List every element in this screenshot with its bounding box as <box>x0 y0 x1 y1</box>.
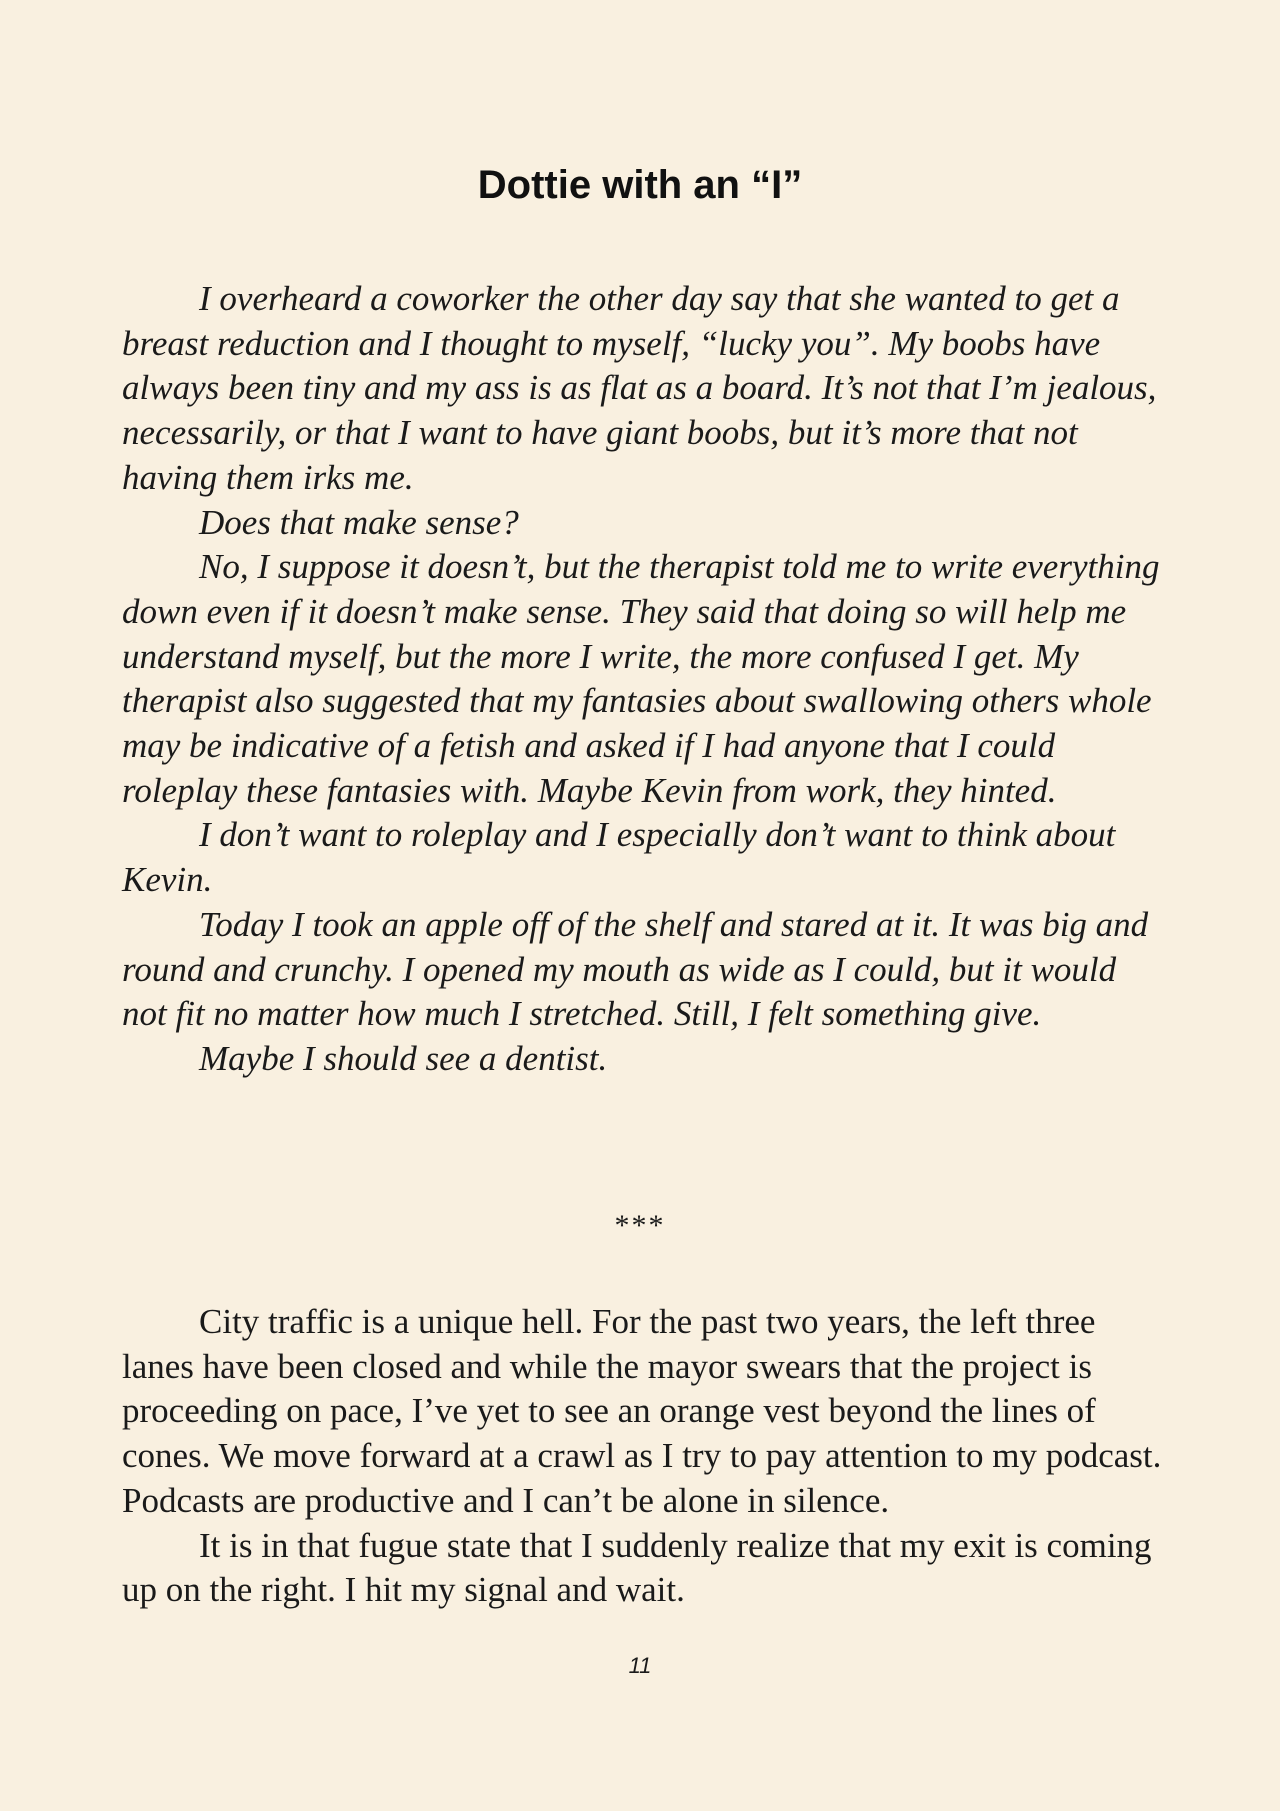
paragraph: No, I suppose it doesn’t, but the therapist told me to write everything down even if it doesn’t make sense. They said that doing so will help me understand myself, but the more I write, the more confused I get. My therapist also suggested that my fantasies about swallowing others whole may be indicative of a fetish and asked if I had anyone that I could roleplay these fantasies with. Maybe Kevin from work, they hinted. <box>122 547 1160 810</box>
paragraph: It is in that fugue state that I suddenly realize that my exit is coming up on the right. I hit my signal and wait. <box>122 1525 1152 1610</box>
chapter-title: Dottie with an “I” <box>477 163 803 207</box>
paragraph: I don’t want to roleplay and I especially don’t want to think about Kevin. <box>122 815 1116 900</box>
paragraph: Maybe I should see a dentist. <box>199 1038 608 1078</box>
paragraph: I overheard a coworker the other day say that she wanted to get a breast reduction and I thought to myself, “lucky you”. My boobs have always been tiny and my ass is as flat as a board. It’s not that I’m jealous, necessarily, or that I want to have giant boobs, but it’s more that not having them irks me. <box>122 279 1157 497</box>
paragraph: City traffic is a unique hell. For the past two years, the left three lanes have been closed and while the mayor swears that the project is proceeding on pace, I’ve yet to see an orange vest beyond the lines of cones. We move forward at a crawl as I try to pay attention to my podcast. Podcasts are productive and I can’t be alone in silence. <box>122 1302 1162 1520</box>
narrative-section <box>122 1300 1162 1613</box>
paragraph: Does that make sense? <box>199 502 519 542</box>
journal-section <box>122 277 1162 1082</box>
section-separator: *** <box>614 1209 666 1242</box>
paragraph: Today I took an apple off of the shelf and stared at it. It was big and round and crunchy. I opened my mouth as wide as I could, but it would not fit no matter how much I stretched. Still, I felt something give. <box>122 904 1149 1034</box>
page-number: 11 <box>628 1653 652 1678</box>
